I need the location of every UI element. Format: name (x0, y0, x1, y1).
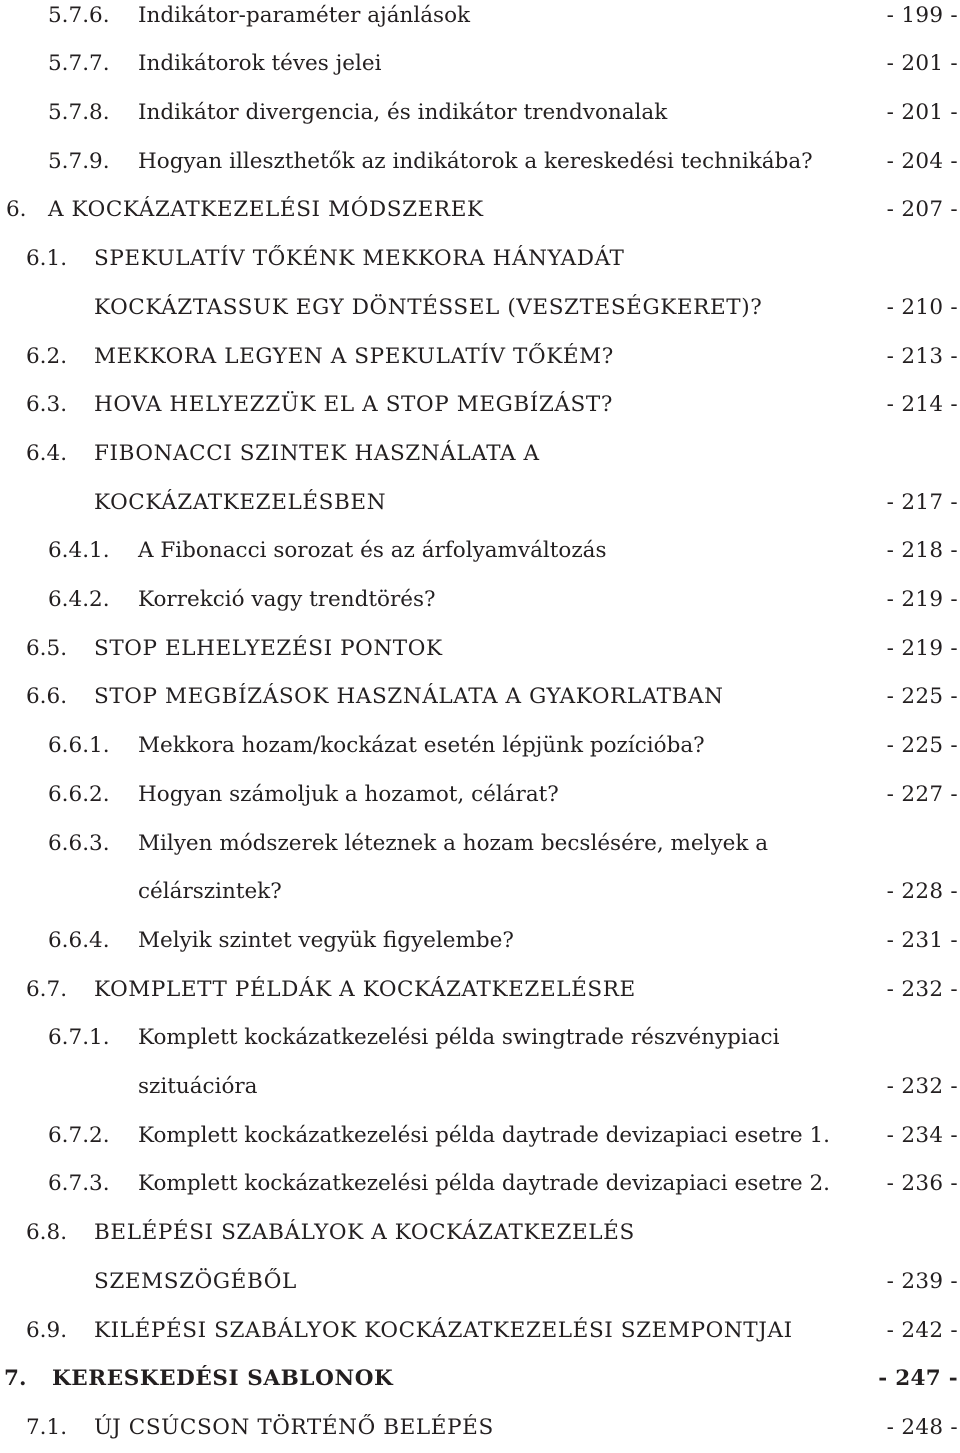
toc-entry[interactable] (0, 186, 960, 235)
toc-entry[interactable] (0, 40, 960, 89)
toc-entry-page: - 242 - (886, 1317, 958, 1343)
toc-entry[interactable] (0, 673, 960, 722)
toc-entry-page: - 199 - (886, 2, 958, 28)
toc-entry-title: BELÉPÉSI SZABÁLYOK A KOCKÁZATKEZELÉS (94, 1220, 635, 1246)
toc-entry-number: 6. (6, 197, 27, 223)
toc-entry-page: - 201 - (886, 51, 958, 77)
toc-entry-title: SZEMSZÖGÉBŐL (94, 1268, 297, 1294)
toc-entry[interactable] (0, 479, 960, 528)
toc-entry[interactable] (0, 1258, 960, 1307)
toc-entry[interactable] (0, 1112, 960, 1161)
toc-entry-title: HOVA HELYEZZÜK EL A STOP MEGBÍZÁST? (94, 392, 613, 418)
toc-entry-number: 6.6.2. (48, 781, 110, 807)
toc-entry-page: - 231 - (886, 927, 958, 953)
toc-entry[interactable] (0, 138, 960, 187)
toc-entry[interactable] (0, 333, 960, 382)
toc-entry-number: 6.1. (26, 246, 68, 272)
toc-entry-number: 7. (4, 1366, 27, 1392)
toc-entry-number: 6.6. (26, 684, 68, 710)
toc-entry-title: KOMPLETT PÉLDÁK A KOCKÁZATKEZELÉSRE (94, 976, 636, 1002)
toc-entry[interactable] (0, 235, 960, 284)
toc-entry-page: - 236 - (886, 1171, 958, 1197)
toc-entry-title: Milyen módszerek léteznek a hozam becslésére, melyek a (138, 830, 769, 856)
toc-entry[interactable] (0, 0, 960, 40)
toc-entry-number: 6.6.1. (48, 733, 110, 759)
toc-entry-page: - 213 - (886, 343, 958, 369)
toc-entry-page: - 204 - (886, 148, 958, 174)
toc-entry[interactable] (0, 430, 960, 479)
toc-entry[interactable] (0, 381, 960, 430)
toc-entry[interactable] (0, 820, 960, 869)
toc-entry-number: 6.4. (26, 440, 68, 466)
toc-entry-title: STOP ELHELYEZÉSI PONTOK (94, 635, 443, 661)
toc-entry[interactable] (0, 1404, 960, 1453)
toc-entry-number: 6.7.2. (48, 1122, 110, 1148)
toc-entry-title: Melyik szintet vegyük figyelembe? (138, 927, 514, 953)
toc-entry-number: 5.7.6. (48, 2, 110, 28)
toc-entry-page: - 248 - (886, 1414, 958, 1440)
toc-entry-title: A Fibonacci sorozat és az árfolyamváltozás (138, 538, 607, 564)
toc-entry-title: MEKKORA LEGYEN A SPEKULATÍV TŐKÉM? (94, 343, 614, 369)
toc-entry[interactable] (0, 527, 960, 576)
toc-entry[interactable] (0, 722, 960, 771)
toc-entry-page: - 247 - (878, 1366, 958, 1392)
toc-entry[interactable] (0, 1014, 960, 1063)
toc-entry-title: Indikátorok téves jelei (138, 51, 382, 77)
toc-entry-title: célárszintek? (138, 879, 282, 905)
toc-entry-number: 6.7.1. (48, 1025, 110, 1051)
toc-entry-page: - 228 - (886, 879, 958, 905)
toc-entry-title: KERESKEDÉSI SABLONOK (52, 1366, 394, 1392)
toc-entry-number: 6.6.3. (48, 830, 110, 856)
toc-entry[interactable] (0, 966, 960, 1015)
toc-entry-title: Mekkora hozam/kockázat esetén lépjünk pozícióba? (138, 733, 705, 759)
toc-entry-number: 7.1. (26, 1414, 68, 1440)
toc-entry-page: - 210 - (886, 294, 958, 320)
toc-entry-title: STOP MEGBÍZÁSOK HASZNÁLATA A GYAKORLATBAN (94, 684, 724, 710)
toc-entry-page: - 239 - (886, 1268, 958, 1294)
toc-entry[interactable] (0, 284, 960, 333)
toc-entry-title: KOCKÁZTASSUK EGY DÖNTÉSSEL (VESZTESÉGKERET)? (94, 294, 763, 320)
toc-entry-page: - 201 - (886, 100, 958, 126)
toc-entry-title: Indikátor divergencia, és indikátor trendvonalak (138, 100, 668, 126)
toc-entry-page: - 232 - (886, 976, 958, 1002)
toc-entry[interactable] (0, 771, 960, 820)
toc-entry[interactable] (0, 1063, 960, 1112)
toc-entry-page: - 234 - (886, 1122, 958, 1148)
toc-entry-number: 6.8. (26, 1220, 68, 1246)
toc-entry-number: 6.5. (26, 635, 68, 661)
toc-entry-number: 6.4.1. (48, 538, 110, 564)
toc-entry-page: - 227 - (886, 781, 958, 807)
toc-entry-title: KOCKÁZATKEZELÉSBEN (94, 489, 387, 515)
toc-entry-number: 5.7.7. (48, 51, 110, 77)
toc-entry-page: - 218 - (886, 538, 958, 564)
toc-entry-page: - 219 - (886, 587, 958, 613)
toc-entry-title: KILÉPÉSI SZABÁLYOK KOCKÁZATKEZELÉSI SZEMPONTJAI (94, 1317, 793, 1343)
toc-entry-number: 6.7.3. (48, 1171, 110, 1197)
toc-entry[interactable] (0, 1209, 960, 1258)
toc-entry-page: - 207 - (886, 197, 958, 223)
toc-entry-title: A KOCKÁZATKEZELÉSI MÓDSZEREK (48, 197, 484, 223)
toc-entry-title: Korrekció vagy trendtörés? (138, 587, 436, 613)
toc-entry-number: 6.6.4. (48, 927, 110, 953)
toc-entry-number: 6.4.2. (48, 587, 110, 613)
toc-entry[interactable] (0, 625, 960, 674)
toc-entry-number: 5.7.8. (48, 100, 110, 126)
toc-entry[interactable] (0, 1160, 960, 1209)
toc-entry[interactable] (0, 1355, 960, 1404)
toc-entry[interactable] (0, 868, 960, 917)
toc-entry-number: 6.2. (26, 343, 68, 369)
toc-entry-page: - 217 - (886, 489, 958, 515)
toc-entry-title: SPEKULATÍV TŐKÉNK MEKKORA HÁNYADÁT (94, 246, 625, 272)
toc-entry-title: szituációra (138, 1074, 258, 1100)
toc-entry-page: - 214 - (886, 392, 958, 418)
toc-entry-title: Hogyan illeszthetők az indikátorok a kereskedési technikába? (138, 148, 813, 174)
toc-entry[interactable] (0, 89, 960, 138)
toc-entry-number: 6.3. (26, 392, 68, 418)
toc-entry-title: ÚJ CSÚCSON TÖRTÉNŐ BELÉPÉS (94, 1414, 494, 1440)
toc-entry-title: FIBONACCI SZINTEK HASZNÁLATA A (94, 440, 540, 466)
toc-entry-page: - 225 - (886, 733, 958, 759)
toc-entry[interactable] (0, 576, 960, 625)
toc-entry[interactable] (0, 917, 960, 966)
toc-entry-title: Komplett kockázatkezelési példa daytrade devizapiaci esetre 2. (138, 1171, 830, 1197)
toc-entry-page: - 225 - (886, 684, 958, 710)
toc-entry-number: 5.7.9. (48, 148, 110, 174)
toc-entry-title: Komplett kockázatkezelési példa swingtrade részvénypiaci (138, 1025, 780, 1051)
toc-entry-number: 6.9. (26, 1317, 68, 1343)
toc-entry-title: Indikátor-paraméter ajánlások (138, 2, 471, 28)
toc-entry-number: 6.7. (26, 976, 68, 1002)
toc-entry-page: - 232 - (886, 1074, 958, 1100)
toc-entry-title: Hogyan számoljuk a hozamot, célárat? (138, 781, 559, 807)
toc-entry-title: Komplett kockázatkezelési példa daytrade devizapiaci esetre 1. (138, 1122, 830, 1148)
toc-entry[interactable] (0, 1307, 960, 1356)
toc-entry-page: - 219 - (886, 635, 958, 661)
